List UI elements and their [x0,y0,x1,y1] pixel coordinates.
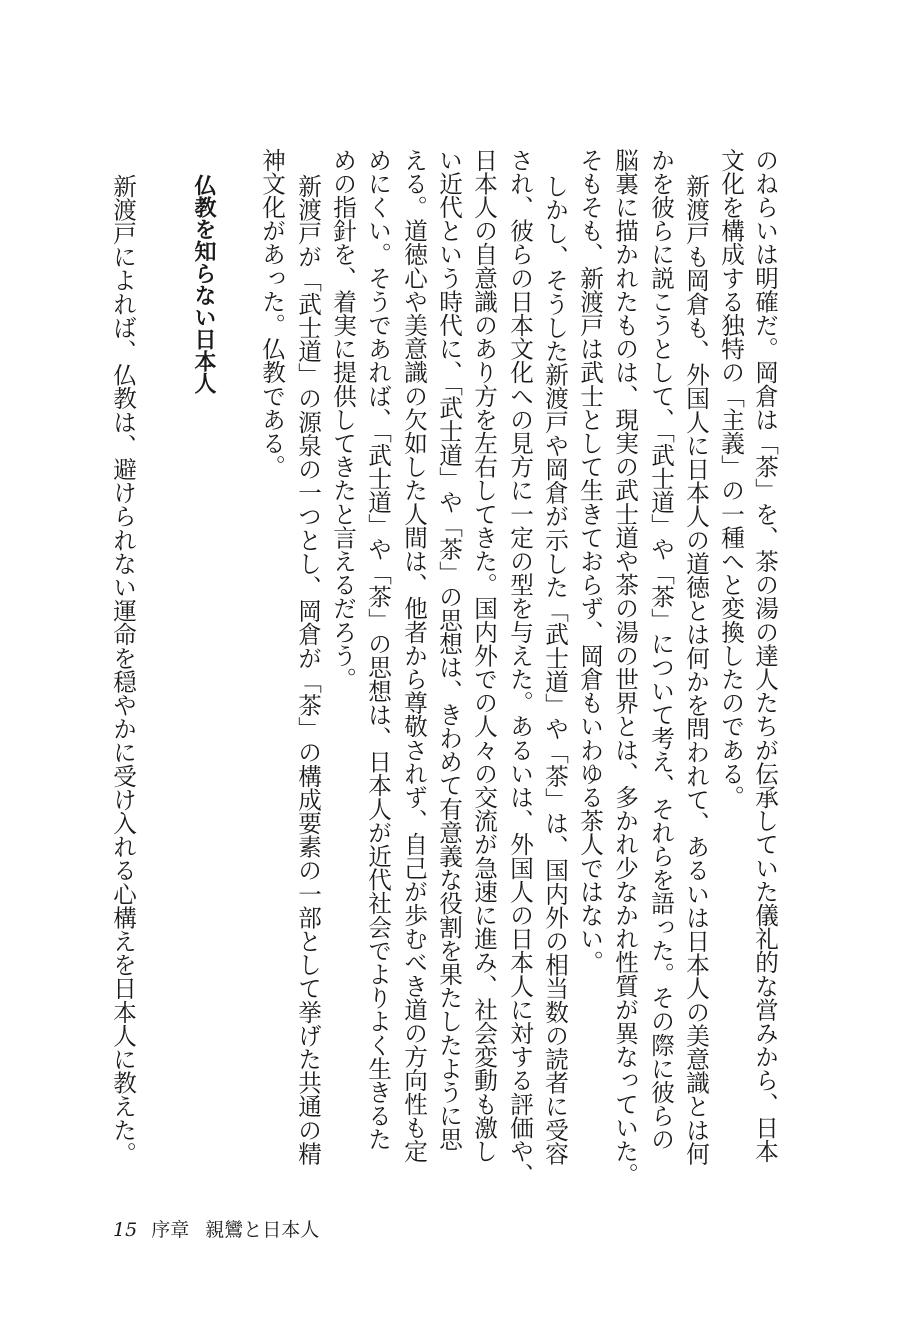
text-line: い近代という時代に、「武士道」や「茶」の思想は、きわめて有意義な役割を果たしたように思 [435,148,463,1151]
text-line: 神文化があった。仏教である。 [258,148,286,479]
text-line: 新渡戸によれば、仏教は、避けられない運命を穏やかに受け入れる心構えを日本人に教えた。 [109,174,137,1166]
text-line: える。道徳心や美意識の欠如した人間は、他者から尊敬されず、自己が歩むべき道の方向性も定 [400,148,428,1163]
page-number: 15 [113,1219,138,1241]
text-line: のねらいは明確だ。岡倉は「茶」を、茶の湯の達人たちが伝承していた儀礼的な営みから、日本 [751,148,779,1163]
text-line: 新渡戸も岡倉も、外国人に日本人の道徳とは何かを問われて、あるいは日本人の美意識とは何 [682,174,710,1166]
section-heading: 仏教を知らない日本人 [191,174,216,394]
text-line: 日本人の自意識のあり方を左右してきた。国内外での人々の交流が急速に進み、社会変動も激し [470,148,498,1163]
text-line: しかし、そうした新渡戸や岡倉が示した「武士道」や「茶」は、国内外の相当数の読者に受容 [541,174,569,1166]
chapter-title: 親鸞と日本人 [205,1219,320,1241]
text-line: 脳裏に描かれたものは、現実の武士道や茶の湯の世界とは、多かれ少なかれ性質が異なっていた。 [611,148,639,1187]
text-line: そもそも、新渡戸は武士として生きておらず、岡倉もいわゆる茶人ではない。 [576,148,604,974]
text-line: めの指針を、着実に提供してきたと言えるだろう。 [329,148,357,691]
text-line: 新渡戸が「武士道」の源泉の一つとし、岡倉が「茶」の構成要素の一部として挙げた共通の精 [294,174,322,1166]
text-line: され、彼らの日本文化への見方に一定の型を与えた。あるいは、外国人の日本人に対する評価や、 [506,148,534,1187]
text-line: 文化を構成する独特の「主義」の一種へと変換したのである。 [717,148,745,809]
text-line: かを彼らに説こうとして、「武士道」や「茶」について考え、それらを語った。その際に彼らの [647,148,675,1151]
chapter-label: 序章 [151,1219,190,1241]
page-footer [113,1215,319,1242]
text-line: めにくい。そうであれば、「武士道」や「茶」の思想は、日本人が近代社会でよりよく生きるた [364,148,392,1151]
